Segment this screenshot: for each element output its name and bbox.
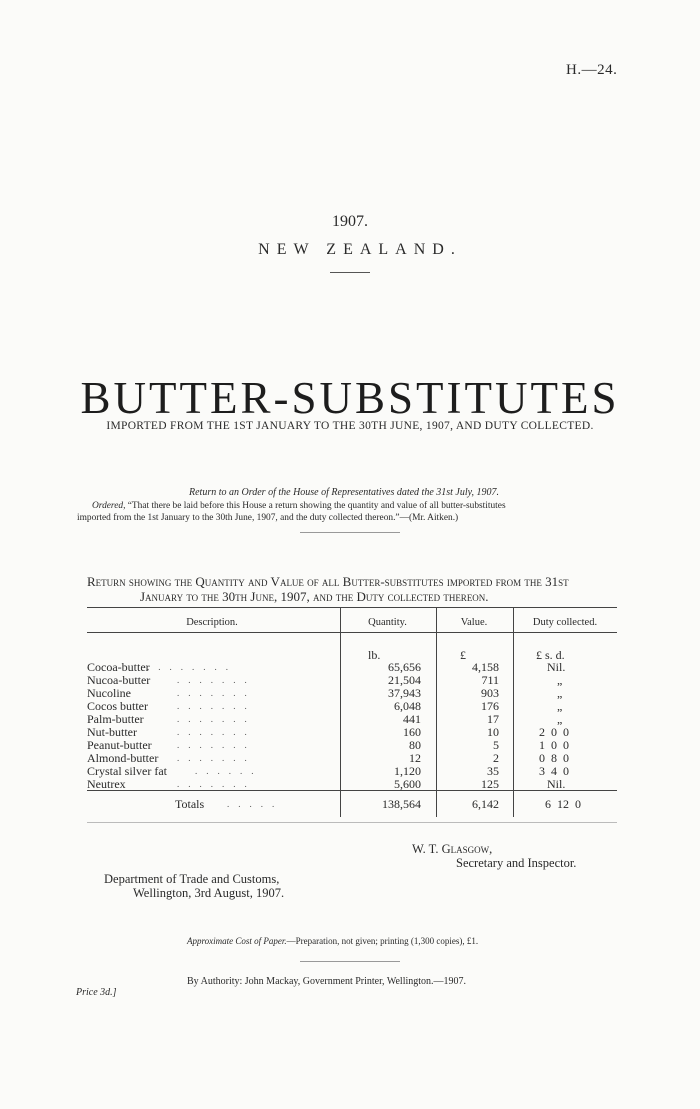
row-quantity: 6,048 xyxy=(394,699,421,713)
row-description: Neutrex xyxy=(87,777,126,791)
table-row: ....... Peanut-butter 80 5 1 0 0 xyxy=(87,739,617,752)
divider xyxy=(300,961,400,962)
row-duty: 2 0 0 xyxy=(539,725,569,739)
table-row: ....... Palm-butter 441 17 „ xyxy=(87,713,617,726)
row-value: 4,158 xyxy=(472,660,499,674)
table-row: ...... Crystal silver fat 1,120 35 3 4 0 xyxy=(87,765,617,778)
row-duty: 0 8 0 xyxy=(539,751,569,765)
table-bottom-rule xyxy=(87,822,617,823)
row-description: Nut-butter xyxy=(87,725,137,739)
column-header-value: Value. xyxy=(460,617,488,628)
value-unit: £ xyxy=(460,648,466,662)
country-heading: NEW ZEALAND. xyxy=(258,241,462,258)
cost-note xyxy=(187,936,478,946)
department-name: Department of Trade and Customs, xyxy=(104,872,280,886)
row-description: Crystal silver fat xyxy=(87,764,167,778)
table-top-rule xyxy=(87,607,617,608)
row-description: Nucoa-butter xyxy=(87,673,151,687)
document-reference: H.—24. xyxy=(566,62,618,78)
main-title: BUTTER-SUBSTITUTES xyxy=(80,373,620,423)
printer-line: By Authority: John Mackay, Government Printer, Wellington.—1907. xyxy=(187,976,467,987)
signatory-title: Secretary and Inspector. xyxy=(456,856,577,870)
totals-duty: 6 12 0 xyxy=(545,797,581,811)
column-header-description: Description. xyxy=(186,617,238,628)
row-value: 2 xyxy=(493,751,499,765)
row-duty: 3 4 0 xyxy=(539,764,569,778)
row-duty: Nil. xyxy=(547,660,566,674)
table-row: ....... Nut-butter 160 10 2 0 0 xyxy=(87,726,617,739)
row-value: 35 xyxy=(487,764,499,778)
row-quantity: 1,120 xyxy=(394,764,421,778)
table-header-rule xyxy=(87,632,617,633)
return-heading-line-1: Return showing the Quantity and Value of all Butter-substitutes imported from the 31st xyxy=(87,574,569,589)
order-return-line: Return to an Order of the House of Representatives dated the 31st July, 1907. xyxy=(189,487,500,498)
row-quantity: 80 xyxy=(409,738,421,752)
document-year: 1907. xyxy=(332,213,368,230)
row-value: 903 xyxy=(481,686,499,700)
table-row: ....... Cocos butter 6,048 176 „ xyxy=(87,700,617,713)
ordered-text-1: “That there be laid before this House a return showing the quantity and value of all butter-substitutes xyxy=(127,501,506,511)
row-description: Palm-butter xyxy=(87,712,144,726)
row-description: Nucoline xyxy=(87,686,131,700)
row-value: 711 xyxy=(481,673,499,687)
table-row: ....... Almond-butter 12 2 0 8 0 xyxy=(87,752,617,765)
row-description: Peanut-butter xyxy=(87,738,152,752)
column-header-duty: Duty collected. xyxy=(532,617,598,628)
row-duty: Nil. xyxy=(547,777,566,791)
return-heading xyxy=(87,574,627,604)
table-row: ........ Cocoa-butter 65,656 4,158 Nil. xyxy=(87,661,617,674)
divider xyxy=(330,272,370,273)
row-quantity: 160 xyxy=(403,725,421,739)
row-value: 176 xyxy=(481,699,499,713)
price-note: Price 3d.] xyxy=(76,987,117,998)
row-quantity: 65,656 xyxy=(388,660,421,674)
totals-row: Totals ..... 138,564 6,142 6 12 0 xyxy=(87,798,617,811)
row-description: Cocoa-butter xyxy=(87,660,150,674)
row-value: 125 xyxy=(481,777,499,791)
row-quantity: 5,600 xyxy=(394,777,421,791)
ordered-label: Ordered, xyxy=(92,501,126,511)
table-row: ....... Nucoline 37,943 903 „ xyxy=(87,687,617,700)
row-description: Cocos butter xyxy=(87,699,148,713)
quantity-unit: lb. xyxy=(368,648,381,662)
row-quantity: 441 xyxy=(403,712,421,726)
row-value: 10 xyxy=(487,725,499,739)
row-duty: „ xyxy=(557,712,563,726)
totals-rule xyxy=(87,790,617,791)
totals-label: Totals xyxy=(175,797,205,811)
return-heading-line-2: January to the 30th June, 1907, and the Duty collected thereon. xyxy=(140,589,489,604)
subtitle: IMPORTED FROM THE 1ST JANUARY TO THE 30TH JUNE, 1907, AND DUTY COLLECTED. xyxy=(106,420,594,432)
column-header-quantity: Quantity. xyxy=(368,617,407,628)
row-value: 17 xyxy=(487,712,499,726)
signatory-name: W. T. Glasgow, xyxy=(412,842,493,856)
row-quantity: 37,943 xyxy=(388,686,421,700)
row-duty: „ xyxy=(557,699,563,713)
row-duty: „ xyxy=(557,673,563,687)
cost-text: —Preparation, not given; printing (1,300 copies), £1. xyxy=(286,936,479,946)
ordered-paragraph xyxy=(77,500,622,524)
table-row: ....... Nucoa-butter 21,504 711 „ xyxy=(87,674,617,687)
cost-label: Approximate Cost of Paper. xyxy=(187,936,287,946)
row-quantity: 12 xyxy=(409,751,421,765)
duty-unit: £ s. d. xyxy=(536,648,565,662)
row-duty: „ xyxy=(557,686,563,700)
row-description: Almond-butter xyxy=(87,751,159,765)
department-place-date: Wellington, 3rd August, 1907. xyxy=(133,886,285,900)
totals-value: 6,142 xyxy=(472,797,499,811)
table-row: ....... Neutrex 5,600 125 Nil. xyxy=(87,778,617,791)
divider xyxy=(300,532,400,533)
totals-quantity: 138,564 xyxy=(382,797,421,811)
row-quantity: 21,504 xyxy=(388,673,421,687)
ordered-text-2: imported from the 1st January to the 30th June, 1907, and the duty collected thereon.”—(Mr. Aitken.) xyxy=(77,513,459,523)
row-value: 5 xyxy=(493,738,499,752)
row-duty: 1 0 0 xyxy=(539,738,569,752)
